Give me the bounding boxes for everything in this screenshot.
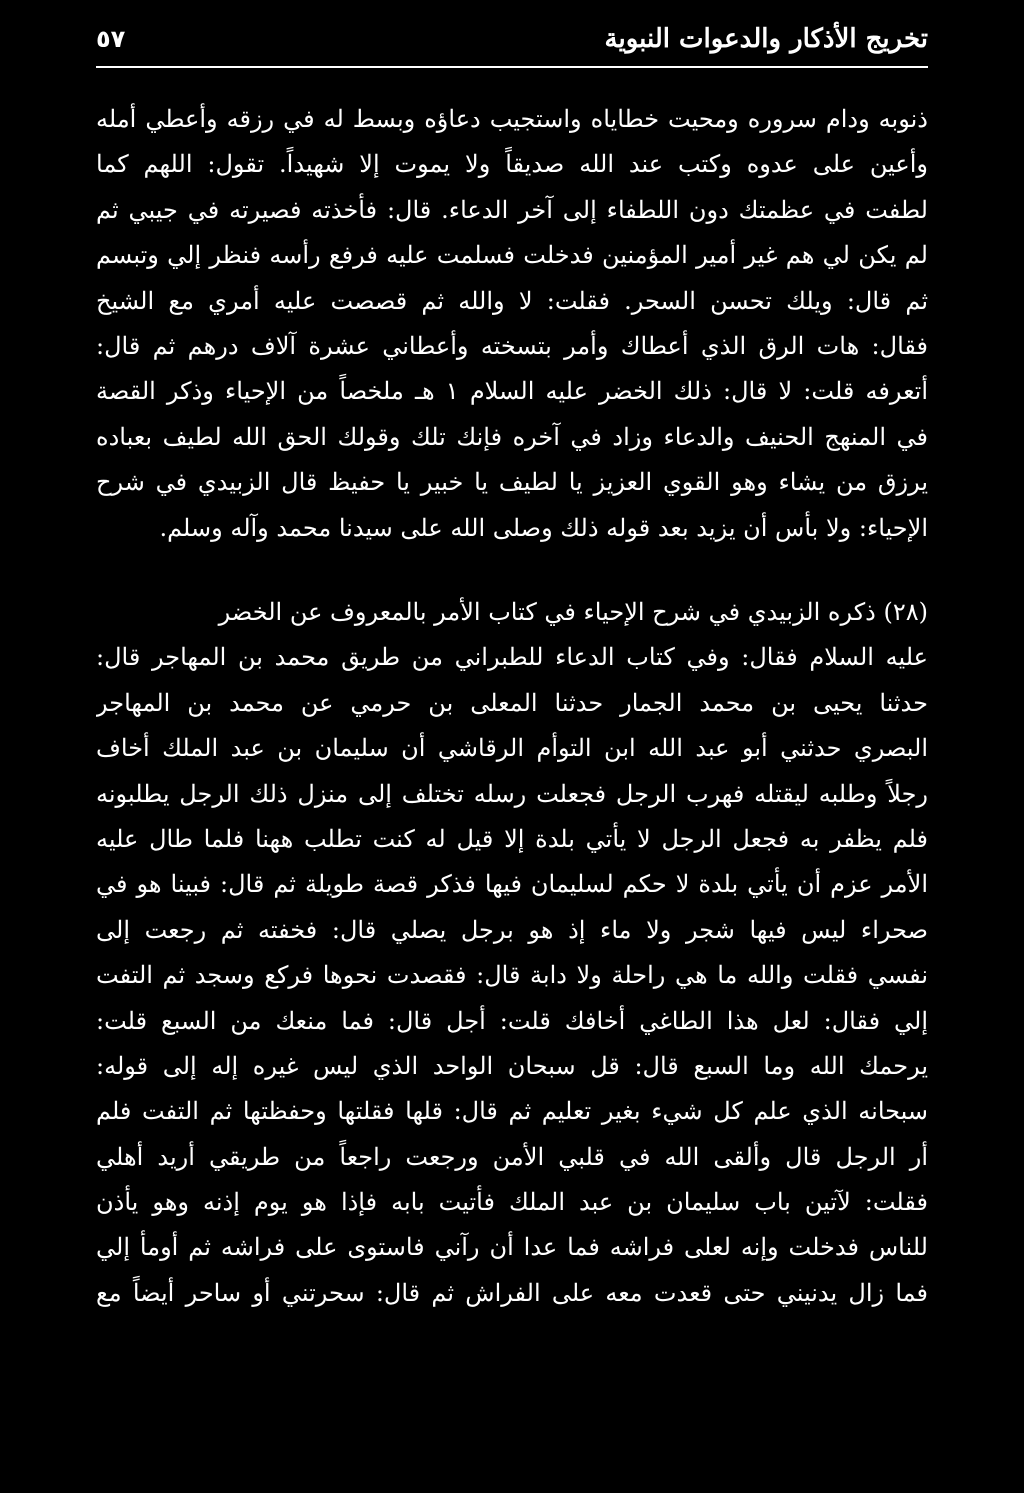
text-line: لم يكن لي هم غير أمير المؤمنين فدخلت فسلمت عليه فرفع رأسه فنظر إلي وتبسم [96,241,928,270]
text-line: صحراء ليس فيها شجر ولا ماء إذ هو برجل يصلي قال: فخفته ثم رجعت إلى [96,915,928,944]
text-line: يرزق من يشاء وهو القوي العزيز يا لطيف يا خبير يا حفيظ قال الزبيدي في شرح [96,468,928,497]
hadith-28-block [96,590,928,1316]
text-line: يرحمك الله وما السبع قال: قل سبحان الواحد الذي ليس غيره إله إلى قوله: [96,1051,928,1080]
text-line: وأعين على عدوه وكتب عند الله صديقاً ولا يموت إلا شهيداً. تقول: اللهم كما [96,150,928,179]
text-line: فقال: هات الرق الذي أعطاك وأمر بتسخته وأعطاني عشرة آلاف درهم ثم قال: [96,331,928,360]
text-line: أتعرفه قلت: لا قال: ذلك الخضر عليه السلام ١ هـ ملخصاً من الإحياء وذكر القصة [96,377,928,406]
text-line: الأمر عزم أن يأتي بلدة لا حكم لسليمان فيها فذكر قصة طويلة ثم قال: فبينا هو في [96,870,928,899]
text-line: (٢٨) ذكره الزبيدي في شرح الإحياء في كتاب الأمر بالمعروف عن الخضر [218,598,928,626]
text-line: أر الرجل قال وألقى الله في قلبي الأمن ورجعت راجعاً من طريقي أريد أهلي [96,1142,928,1171]
text-line: ثم قال: ويلك تحسن السحر. فقلت: لا والله ثم قصصت عليه أمري مع الشيخ [96,286,928,315]
commentary-block [96,97,928,551]
text-line: نفسي فقلت والله ما هي راحلة ولا دابة قال: فقصدت نحوها فركع وسجد ثم التفت [96,961,928,990]
text-line: حدثنا يحيى بن محمد الجمار حدثنا المعلى بن حرمي عن محمد بن المهاجر [96,688,928,717]
text-line: البصري حدثني أبو عبد الله ابن التوأم الرقاشي أن سليمان بن عبد الملك أخاف [96,734,928,763]
page-number: ٥٧ [96,25,126,53]
text-line: الإحياء: ولا بأس أن يزيد بعد قوله ذلك وصلى الله على سيدنا محمد وآله وسلم. [159,513,928,542]
header-rule [96,66,928,68]
page-header [96,14,928,64]
text-line: إلي فقال: لعل هذا الطاغي أخافك قلت: أجل قال: فما منعك من السبع قلت: [96,1006,928,1035]
text-line: عليه السلام فقال: وفي كتاب الدعاء للطبراني من طريق محمد بن المهاجر قال: [96,643,928,672]
text-line: للناس فدخلت وإنه لعلى فراشه فما عدا أن رآني فاستوى على فراشه ثم أومأ إلي [96,1233,928,1262]
running-title: تخريج الأذكار والدعوات النبوية [604,24,928,54]
text-line: لطفت في عظمتك دون اللطفاء إلى آخر الدعاء. قال: فأخذته فصيرته في جيبي ثم [96,195,928,224]
text-line: ذنوبه ودام سروره ومحيت خطاياه واستجيب دعاؤه وبسط له في رزقه وأعطي أمله [96,105,928,133]
text-line: فلم يظفر به فجعل الرجل لا يأتي بلدة إلا قيل له كنت تطلب ههنا فلما طال عليه [96,824,928,853]
text-line: فقلت: لآتين باب سليمان بن عبد الملك فأتيت بابه فإذا هو يوم إذنه وهو يأذن [96,1188,928,1217]
text-line: فما زال يدنيني حتى قعدت معه على الفراش ثم قال: سحرتني أو ساحر أيضاً مع [96,1278,928,1307]
text-line: رجلاً وطلبه ليقتله فهرب الرجل فجعلت رسله تختلف إلى منزل ذلك الرجل يطلبونه [96,779,928,808]
text-line: في المنهج الحنيف والدعاء وزاد في آخره فإنك تلك وقولك الحق الله لطيف بعباده [96,422,928,451]
text-line: سبحانه الذي علم كل شيء بغير تعليم ثم قال: قلها فقلتها وحفظتها ثم التفت فلم [96,1097,928,1126]
